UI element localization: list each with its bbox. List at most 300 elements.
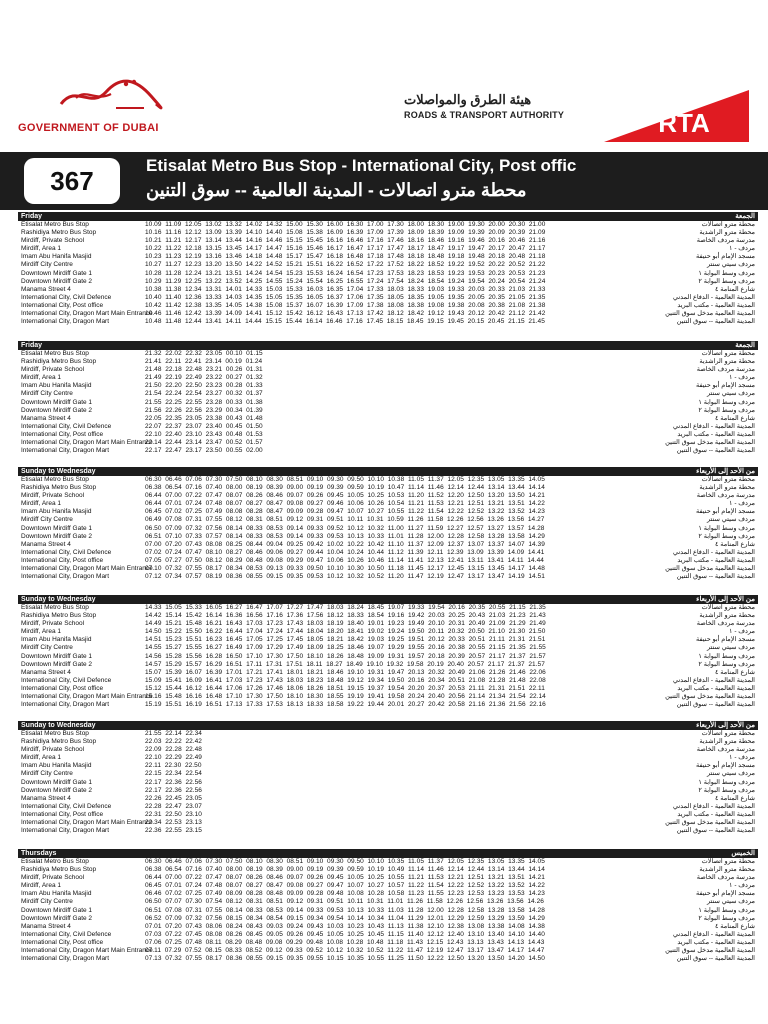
departure-times: 06.50 07.09 07.32 07.56 08.14 08.33 08.53 09.14 09.33 09.52 10.12 10.32 11.00 11.27 11.59 12.27 12.57 13.27 13.57 14.28 (145, 524, 545, 532)
stop-name-en: Mirdiff, Area 1 (21, 245, 61, 253)
stop-name-ar: مردف - ١ (729, 628, 755, 636)
stop-name-en: Imam Abu Hanifa Masjid (21, 890, 92, 898)
stop-row (18, 620, 758, 628)
stop-row (18, 701, 758, 709)
departure-times: 07.05 07.27 07.50 08.12 08.29 08.48 09.08 09.29 09.47 10.06 10.26 10.46 11.14 11.41 12.13 12.41 13.11 13.41 14.11 14.44 (145, 556, 544, 564)
stop-row (18, 604, 758, 612)
stop-name-en: International City, Dragon Mart Main Entrance (21, 565, 153, 573)
stop-name-en: International City, Civil Defence (21, 548, 112, 556)
departure-times: 22.10 22.40 23.10 23.43 00.48 01.53 (145, 430, 263, 438)
stop-name-ar: مردف وسط البوابة ٢ (698, 532, 755, 540)
departure-times: 10.28 11.28 12.24 13.21 13.51 14.24 14.54 15.23 15.53 16.24 16.54 17.23 17.53 18.23 18.53 19.23 19.53 20.23 20.53 21.23 (145, 269, 546, 277)
departure-times: 22.15 22.34 22.54 (145, 770, 202, 778)
stop-row (18, 653, 758, 661)
stop-name-en: Etisalat Metro Bus Stop (21, 476, 89, 483)
departure-times: 07.02 07.24 07.47 08.10 08.27 08.46 09.06 09.27 09.44 10.04 10.24 10.44 11.12 11.39 12.11 12.39 13.09 13.39 14.09 14.41 (145, 548, 545, 556)
stop-name-ar: مردف وسط البوابة ٢ (698, 406, 755, 414)
departure-times: 10.27 11.27 12.23 13.20 13.50 14.22 14.52 15.21 15.51 16.22 16.52 17.22 17.52 18.22 18.52 19.22 19.52 20.22 20.52 21.22 (145, 261, 546, 269)
section-label-ar: الجمعة (735, 213, 755, 220)
stop-name-en: Mirdiff, Private School (21, 874, 85, 882)
government-name: GOVERNMENT OF DUBAI (18, 122, 159, 134)
departure-times: 15.09 15.41 16.09 16.41 17.03 17.23 17.43 18.03 18.23 18.48 19.12 19.34 19.50 20.16 20.34 20.51 21.08 21.28 21.48 22.08 (145, 676, 546, 684)
stop-row (18, 738, 758, 746)
departure-times: 22.09 22.28 22.48 (145, 746, 202, 754)
stop-row (18, 492, 758, 500)
stop-name-ar: مردف سيتي سنتر (706, 644, 755, 652)
stop-name-ar: مدرسة مردف الخاصة (696, 746, 755, 754)
stop-row (18, 374, 758, 382)
departure-times: 14.56 15.28 15.56 16.28 16.50 17.10 17.30 17.50 18.10 18.26 18.48 19.09 19.31 19.57 20.18 20.39 20.57 21.17 21.37 21.57 (145, 652, 546, 660)
departure-times: 06.45 07.02 07.25 07.49 08.08 08.28 08.47 09.09 09.28 09.47 10.07 10.27 10.55 11.22 11.54 12.22 12.52 13.22 13.52 14.23 (145, 508, 545, 516)
stop-name-en: Downtown Mirdiff Gate 1 (21, 269, 93, 277)
stop-name-en: Etisalat Metro Bus Stop (21, 350, 89, 357)
stop-name-en: International City, Dragon Mart (21, 318, 110, 326)
stop-row (18, 931, 758, 939)
stop-name-en: Imam Abu Hanifa Masjid (21, 762, 92, 770)
stop-row (18, 661, 758, 669)
stop-name-en: International City, Dragon Mart Main Entrance (21, 693, 153, 701)
stop-name-ar: مدرسة مردف الخاصة (696, 366, 755, 374)
stop-row (18, 947, 758, 955)
stop-name-ar: المدينة العالمية - مكتب البريد (677, 810, 755, 818)
stop-name-ar: المدينة العالمية -- سوق التنين (676, 447, 755, 455)
departure-times: 22.26 22.45 23.05 (145, 794, 202, 802)
stop-name-en: Downtown Mirdiff Gate 1 (21, 398, 93, 406)
stop-row (18, 261, 758, 269)
stop-row (18, 907, 758, 915)
stop-name-en: Mirdiff City Centre (21, 770, 73, 778)
stop-row (18, 811, 758, 819)
stop-name-ar: مردف سيتي سنتر (706, 390, 755, 398)
departure-times: 21.32 22.02 22.32 23.05 00.10 01.15 (145, 350, 263, 357)
stop-name-ar: مدرسة مردف الخاصة (696, 237, 755, 245)
stop-name-ar: المدينة العالمية مدخل سوق التنين (665, 693, 755, 701)
departure-times: 07.00 07.20 07.43 08.08 08.25 08.44 09.04 09.25 09.42 10.02 10.22 10.42 11.10 11.37 12.09 12.37 13.07 13.37 14.07 14.39 (145, 540, 545, 548)
section-label-ar: من الأحد إلى الأربعاء (696, 722, 755, 729)
departure-times: 10.40 11.40 12.36 13.33 14.03 14.35 15.05 15.35 16.05 16.37 17.06 17.35 18.05 18.35 19.05 19.35 20.05 20.35 21.05 21.35 (145, 293, 546, 301)
departure-times: 22.11 22.30 22.50 (145, 762, 202, 770)
stop-row (18, 500, 758, 508)
departure-times: 22.05 22.35 23.05 23.38 00.43 01.48 (145, 414, 263, 422)
stop-name-en: International City, Dragon Mart (21, 827, 110, 835)
departure-times: 07.01 07.20 07.43 08.06 08.24 08.43 09.03 09.24 09.43 10.03 10.23 10.43 11.13 11.38 12.10 12.38 13.08 13.38 14.08 14.38 (145, 922, 545, 930)
stop-row (18, 508, 758, 516)
stop-name-en: International City, Civil Defence (21, 930, 112, 938)
stop-name-en: International City, Civil Defence (21, 802, 112, 810)
stop-name-en: International City, Dragon Mart Main Entrance (21, 439, 153, 447)
stop-row (18, 525, 758, 533)
stop-name-en: Imam Abu Hanifa Masjid (21, 382, 92, 390)
stop-name-ar: مردف وسط البوابة ١ (698, 269, 755, 277)
stop-name-ar: شارع المنامة ٤ (714, 414, 755, 422)
section-header (18, 341, 758, 350)
stop-row (18, 366, 758, 374)
stop-name-ar: محطة مترو اتصالات (701, 221, 755, 228)
stop-name-ar: مسجد الإمام أبو حنيفة (696, 253, 755, 261)
stop-name-en: International City, Dragon Mart Main Entrance (21, 947, 153, 955)
stop-name-en: Mirdiff City Centre (21, 516, 73, 524)
departure-times: 07.13 07.32 07.55 08.17 08.36 08.55 09.15 09.35 09.55 10.15 10.35 10.55 11.25 11.50 12.22 12.50 13.20 13.50 14.20 14.50 (145, 955, 545, 963)
stop-row (18, 253, 758, 261)
stop-name-en: Downtown Mirdiff Gate 1 (21, 906, 93, 914)
stop-name-en: Mirdiff City Centre (21, 898, 73, 906)
section-label-en: Sunday to Wednesday (21, 596, 96, 603)
section-label-en: Thursdays (21, 850, 57, 857)
rta-logo (584, 88, 754, 144)
stop-name-ar: شارع المنامة ٤ (714, 540, 755, 548)
stop-name-en: Manama Street 4 (21, 922, 71, 930)
stop-name-ar: المدينة العالمية مدخل سوق التنين (665, 439, 755, 447)
stop-name-en: International City, Post office (21, 556, 104, 564)
stop-name-en: International City, Dragon Mart (21, 573, 110, 581)
schedule-section (18, 341, 758, 455)
stop-row (18, 644, 758, 652)
stop-name-en: Etisalat Metro Bus Stop (21, 604, 89, 611)
section-label-ar: الجمعة (735, 342, 755, 349)
departure-times: 22.17 22.36 22.56 (145, 786, 202, 794)
stop-name-en: International City, Dragon Mart Main Entrance (21, 310, 153, 318)
stop-name-ar: مردف وسط البوابة ٢ (698, 660, 755, 668)
stop-row (18, 557, 758, 565)
stop-row (18, 399, 758, 407)
stop-row (18, 677, 758, 685)
stop-name-en: Mirdiff, Private School (21, 492, 85, 500)
stop-name-ar: شارع المنامة ٤ (714, 794, 755, 802)
departure-times: 21.49 22.19 22.49 23.22 00.27 01.32 (145, 374, 263, 382)
stop-name-ar: المدينة العالمية -- سوق التنين (676, 573, 755, 581)
stop-name-en: Mirdiff, Private School (21, 237, 85, 245)
stop-row (18, 423, 758, 431)
stop-name-en: Mirdiff, Area 1 (21, 374, 61, 382)
departure-times: 21.55 22.25 22.55 23.28 00.33 01.38 (145, 398, 263, 406)
section-header (18, 467, 758, 476)
stop-row (18, 770, 758, 778)
departure-times: 06.51 07.08 07.31 07.55 08.14 08.33 08.53 09.14 09.33 09.53 10.13 10.33 11.03 11.28 12.00 12.28 12.58 13.28 13.58 14.28 (145, 906, 545, 914)
section-label-ar: من الأحد إلى الأربعاء (696, 596, 755, 603)
departure-times: 22.07 22.37 23.07 23.40 00.45 01.50 (145, 422, 263, 430)
stop-row (18, 278, 758, 286)
departure-times: 10.21 11.21 12.17 13.14 13.44 14.16 14.46 15.15 15.45 16.16 16.46 17.16 17.46 18.16 18.46 19.16 19.46 20.16 20.46 21.16 (145, 237, 546, 245)
stop-name-ar: المدينة العالمية -- سوق التنين (676, 701, 755, 709)
stop-name-ar: مسجد الإمام أبو حنيفة (696, 890, 755, 898)
departure-times: 10.23 11.23 12.19 13.16 13.46 14.18 14.48 15.17 15.47 16.18 16.48 17.18 17.48 18.18 18.48 19.18 19.48 20.18 20.48 21.18 (145, 253, 546, 261)
stop-name-en: International City, Civil Defence (21, 676, 112, 684)
stop-name-en: International City, Post office (21, 938, 104, 946)
stop-name-ar: شارع المنامة ٤ (714, 668, 755, 676)
stop-row (18, 882, 758, 890)
stop-row (18, 407, 758, 415)
stop-name-en: Mirdiff City Centre (21, 261, 73, 269)
stop-name-ar: مسجد الإمام أبو حنيفة (696, 508, 755, 516)
stop-row (18, 318, 758, 326)
section-label-en: Sunday to Wednesday (21, 468, 96, 475)
stop-row (18, 270, 758, 278)
stop-row (18, 939, 758, 947)
stop-name-ar: مسجد الإمام أبو حنيفة (696, 382, 755, 390)
departure-times: 06.38 06.54 07.16 07.40 08.00 08.19 08.39 09.00 09.19 09.39 09.59 10.19 10.49 11.14 11.46 12.14 12.44 13.14 13.44 14.14 (145, 866, 545, 874)
stop-name-en: Downtown Mirdiff Gate 2 (21, 277, 93, 285)
stop-row (18, 476, 758, 484)
section-header (18, 721, 758, 730)
stop-name-ar: محطة مترو الراشدية (699, 484, 755, 492)
stop-row (18, 565, 758, 573)
stop-name-ar: المدينة العالمية مدخل سوق التنين (665, 310, 755, 318)
stop-name-en: Manama Street 4 (21, 414, 71, 422)
stop-name-ar: مردف وسط البوابة ١ (698, 652, 755, 660)
stop-row (18, 302, 758, 310)
departure-times: 06.38 06.54 07.16 07.40 08.00 08.19 08.39 09.00 09.19 09.39 09.59 10.19 10.47 11.14 11.46 12.14 12.44 13.14 13.44 14.14 (145, 484, 545, 492)
departure-times: 21.41 22.11 22.41 23.14 00.19 01.24 (145, 358, 263, 366)
stop-name-en: Rashidiya Metro Bus Stop (21, 358, 97, 366)
departure-times: 14.51 15.23 15.51 16.23 16.45 17.05 17.25 17.45 18.05 18.21 18.42 19.03 19.25 19.51 20.12 20.33 20.51 21.11 21.31 21.51 (145, 636, 546, 644)
departure-times: 21.54 22.24 22.54 23.27 00.32 01.37 (145, 390, 263, 398)
stop-name-ar: مردف وسط البوابة ١ (698, 524, 755, 532)
departure-times: 06.51 07.10 07.33 07.57 08.14 08.33 08.53 09.14 09.33 09.53 10.13 10.33 11.01 11.28 12.00 12.28 12.58 13.28 13.58 14.29 (145, 532, 545, 540)
departure-times: 06.49 07.08 07.31 07.55 08.12 08.31 08.51 09.12 09.31 09.51 10.11 10.31 10.59 11.26 11.58 12.26 12.56 13.26 13.56 14.27 (145, 516, 545, 524)
stop-row (18, 779, 758, 787)
stop-row (18, 294, 758, 302)
rta-english-name: ROADS & TRANSPORT AUTHORITY (404, 110, 565, 120)
stop-name-ar: محطة مترو الراشدية (699, 866, 755, 874)
stop-row (18, 866, 758, 874)
stop-name-en: International City, Civil Defence (21, 293, 112, 301)
stop-row (18, 310, 758, 318)
stop-row (18, 819, 758, 827)
stop-name-en: Etisalat Metro Bus Stop (21, 730, 89, 737)
stop-row (18, 431, 758, 439)
departure-times: 21.48 22.18 22.48 23.21 00.26 01.31 (145, 366, 263, 374)
stop-row (18, 541, 758, 549)
stop-name-en: Manama Street 4 (21, 794, 71, 802)
departure-times: 14.49 15.21 15.48 16.21 16.43 17.03 17.23 17.43 18.03 18.19 18.40 19.01 19.23 19.49 20.10 20.31 20.49 21.09 21.29 21.49 (145, 620, 546, 628)
stop-row (18, 754, 758, 762)
stop-name-ar: المدينة العالمية - مكتب البريد (677, 301, 755, 309)
stop-name-ar: مردف - ١ (729, 754, 755, 762)
stop-row (18, 628, 758, 636)
stop-row (18, 533, 758, 541)
schedule-section (18, 212, 758, 326)
stop-name-ar: مردف وسط البوابة ٢ (698, 786, 755, 794)
stop-name-ar: المدينة العالمية - مكتب البريد (677, 684, 755, 692)
schedule-section (18, 849, 758, 963)
stop-name-en: International City, Post office (21, 301, 104, 309)
stop-name-ar: المدينة العالمية - الدفاع المدني (672, 930, 755, 938)
departure-times: 10.38 11.38 12.34 13.31 14.01 14.33 15.03 15.33 16.03 16.35 17.04 17.33 18.03 18.33 19.03 19.33 20.03 20.33 21.03 21.33 (145, 285, 546, 293)
departure-times: 22.03 22.22 22.42 (145, 738, 202, 746)
route-number: 367 (24, 158, 120, 204)
stop-name-ar: شارع المنامة ٤ (714, 285, 755, 293)
stop-name-en: Mirdiff, Area 1 (21, 500, 61, 508)
stop-name-ar: مردف سيتي سنتر (706, 898, 755, 906)
stop-row (18, 415, 758, 423)
route-title-arabic: محطة مترو اتصالات - المدينة العالمية -- سوق التنين (146, 180, 527, 200)
departure-times: 07.10 07.32 07.55 08.17 08.34 08.53 09.13 09.33 09.50 10.10 10.30 10.50 11.18 11.45 12.17 12.45 13.15 13.45 14.17 14.48 (145, 565, 545, 573)
stop-row (18, 549, 758, 557)
stop-name-en: Rashidiya Metro Bus Stop (21, 738, 97, 746)
section-header (18, 595, 758, 604)
stop-row (18, 898, 758, 906)
stop-row (18, 762, 758, 770)
stop-name-en: Manama Street 4 (21, 668, 71, 676)
departure-times: 06.45 07.01 07.24 07.48 08.07 08.27 08.47 09.08 09.27 09.47 10.07 10.27 10.57 11.22 11.54 12.22 12.52 13.22 13.52 14.22 (145, 882, 545, 890)
stop-name-ar: مردف سيتي سنتر (706, 261, 755, 269)
stop-name-ar: المدينة العالمية - الدفاع المدني (672, 293, 755, 301)
stop-row (18, 350, 758, 358)
stop-name-en: Mirdiff, Private School (21, 366, 85, 374)
stop-row (18, 612, 758, 620)
departure-times: 14.42 15.14 15.42 16.14 16.36 16.56 17.16 17.36 17.56 18.12 18.33 18.54 19.16 19.42 20.03 20.25 20.43 21.03 21.23 21.43 (145, 612, 546, 620)
stop-name-ar: مسجد الإمام أبو حنيفة (696, 636, 755, 644)
stop-row (18, 573, 758, 581)
departure-times: 22.31 22.50 23.10 (145, 810, 202, 818)
stop-name-en: Etisalat Metro Bus Stop (21, 221, 89, 228)
stop-name-ar: المدينة العالمية - الدفاع المدني (672, 422, 755, 430)
stop-row (18, 447, 758, 455)
stop-name-en: Mirdiff, Area 1 (21, 882, 61, 890)
departure-times: 14.33 15.05 15.33 16.05 16.27 16.47 17.07 17.27 17.47 18.03 18.24 18.45 19.07 19.33 19.54 20.16 20.35 20.55 21.15 21.35 (145, 604, 546, 611)
stop-name-ar: المدينة العالمية - الدفاع المدني (672, 802, 755, 810)
stop-row (18, 693, 758, 701)
stop-name-en: Mirdiff, Area 1 (21, 628, 61, 636)
stop-row (18, 439, 758, 447)
stop-name-en: International City, Dragon Mart Main Entrance (21, 819, 153, 827)
departure-times: 07.03 07.22 07.45 08.08 08.26 08.45 09.05 09.26 09.45 10.05 10.25 10.45 11.15 11.40 12.12 12.40 13.10 13.40 14.10 14.40 (145, 930, 545, 938)
departure-times: 15.07 15.39 16.07 16.39 17.01 17.21 17.41 18.01 18.21 18.46 19.10 19.31 19.47 20.13 20.32 20.49 21.06 21.26 21.46 22.06 (145, 668, 546, 676)
stop-row (18, 636, 758, 644)
departure-times: 10.16 11.16 12.12 13.09 13.39 14.10 14.40 15.08 15.38 16.09 16.39 17.09 17.39 18.09 18.39 19.09 19.39 20.09 20.39 21.09 (145, 229, 546, 237)
departure-times: 10.48 11.48 12.44 13.41 14.11 14.44 15.15 15.44 16.14 16.46 17.16 17.45 18.15 18.45 19.15 19.45 20.15 20.45 21.15 21.45 (145, 318, 545, 326)
departure-times: 06.44 07.00 07.22 07.47 08.07 08.26 08.46 09.07 09.26 09.45 10.05 10.25 10.53 11.20 11.52 12.20 12.50 13.20 13.50 14.21 (145, 492, 545, 500)
section-header (18, 849, 758, 858)
departure-times: 21.50 22.20 22.50 23.23 00.28 01.33 (145, 382, 263, 390)
stop-name-ar: مردف وسط البوابة ٢ (698, 914, 755, 922)
stop-row (18, 803, 758, 811)
departure-times: 22.10 22.29 22.49 (145, 754, 202, 762)
stop-name-ar: محطة مترو الراشدية (699, 358, 755, 366)
departure-times: 15.19 15.51 16.19 16.51 17.13 17.33 17.53 18.13 18.33 18.58 19.22 19.44 20.01 20.27 20.42 20.58 21.16 21.36 21.56 22.16 (145, 701, 546, 709)
departure-times: 14.55 15.27 15.55 16.27 16.49 17.09 17.29 17.49 18.09 18.25 18.46 19.07 19.29 19.55 20.16 20.38 20.55 21.15 21.35 21.55 (145, 644, 546, 652)
schedule-section (18, 595, 758, 709)
stop-row (18, 229, 758, 237)
section-label-en: Sunday to Wednesday (21, 722, 96, 729)
section-header (18, 212, 758, 221)
stop-row (18, 890, 758, 898)
departure-times: 15.16 15.48 16.16 16.48 17.10 17.30 17.50 18.10 18.30 18.55 19.19 19.41 19.58 20.24 20.40 20.56 21.14 21.34 21.54 22.14 (145, 693, 546, 701)
stop-name-ar: محطة مترو اتصالات (701, 476, 755, 483)
stop-name-en: Manama Street 4 (21, 285, 71, 293)
stop-name-ar: محطة مترو اتصالات (701, 858, 755, 865)
stop-name-ar: مردف سيتي سنتر (706, 770, 755, 778)
stop-name-en: Imam Abu Hanifa Masjid (21, 636, 92, 644)
stop-name-ar: المدينة العالمية - مكتب البريد (677, 556, 755, 564)
stop-name-ar: محطة مترو اتصالات (701, 604, 755, 611)
stop-name-en: Mirdiff, Private School (21, 620, 85, 628)
rta-arabic-name: هيئة الطرق والمواصلات (404, 92, 532, 107)
stop-row (18, 827, 758, 835)
departure-times: 07.11 07.29 07.52 08.15 08.33 08.52 09.12 09.33 09.52 10.12 10.32 10.52 11.22 11.47 12.19 12.47 13.17 13.47 14.17 14.47 (145, 947, 545, 955)
stop-name-en: Downtown Mirdiff Gate 2 (21, 660, 93, 668)
stop-name-en: Downtown Mirdiff Gate 1 (21, 778, 93, 786)
stop-row (18, 955, 758, 963)
departure-times: 22.34 22.53 23.13 (145, 819, 202, 827)
stop-name-ar: المدينة العالمية - الدفاع المدني (672, 548, 755, 556)
schedule-section (18, 721, 758, 835)
rta-logo-text: RTA (658, 108, 710, 138)
stop-name-en: Mirdiff City Centre (21, 644, 73, 652)
stop-name-en: Imam Abu Hanifa Masjid (21, 253, 92, 261)
stop-name-en: Downtown Mirdiff Gate 2 (21, 786, 93, 794)
stop-name-ar: مدرسة مردف الخاصة (696, 620, 755, 628)
departure-times: 10.09 11.09 12.05 13.02 13.32 14.02 14.32 15.00 15.30 16.00 16.30 17.00 17.30 18.00 18.30 19.00 19.30 20.00 20.30 21.00 (145, 221, 546, 228)
departure-times: 06.46 07.02 07.25 07.49 08.09 08.28 08.48 09.09 09.28 09.48 10.08 10.28 10.58 11.23 11.55 12.23 12.53 13.23 13.53 14.23 (145, 890, 545, 898)
stop-name-en: International City, Dragon Mart (21, 955, 110, 963)
departure-times: 10.46 11.46 12.42 13.39 14.09 14.41 15.12 15.42 16.12 16.43 17.13 17.42 18.12 18.42 19.12 19.43 20.12 20.42 21.12 21.42 (145, 310, 546, 318)
stop-name-en: Downtown Mirdiff Gate 2 (21, 532, 93, 540)
stop-row (18, 685, 758, 693)
stop-name-en: Mirdiff City Centre (21, 390, 73, 398)
stop-name-ar: مردف وسط البوابة ١ (698, 906, 755, 914)
section-label-en: Friday (21, 342, 43, 349)
dubai-calligraphy-icon (56, 74, 166, 114)
stop-name-en: International City, Post office (21, 684, 104, 692)
stop-name-en: Manama Street 4 (21, 540, 71, 548)
departure-times: 22.17 22.36 22.56 (145, 778, 202, 786)
stop-name-en: Downtown Mirdiff Gate 1 (21, 652, 93, 660)
stop-row (18, 858, 758, 866)
stop-name-ar: مردف وسط البوابة ١ (698, 398, 755, 406)
stop-name-ar: محطة مترو اتصالات (701, 350, 755, 357)
stop-name-en: Etisalat Metro Bus Stop (21, 858, 89, 865)
stop-name-ar: المدينة العالمية مدخل سوق التنين (665, 565, 755, 573)
route-title-english: Etisalat Metro Bus Stop - International City, Post offic (146, 156, 577, 175)
stop-row (18, 484, 758, 492)
stop-name-ar: مدرسة مردف الخاصة (696, 874, 755, 882)
section-label-en: Friday (21, 213, 43, 220)
stop-name-ar: محطة مترو الراشدية (699, 738, 755, 746)
stop-row (18, 286, 758, 294)
departure-times: 10.29 11.29 12.25 13.22 13.52 14.25 14.55 15.24 15.54 16.25 16.55 17.24 17.54 18.24 18.54 19.24 19.54 20.24 20.54 21.24 (145, 277, 546, 285)
stop-name-ar: محطة مترو اتصالات (701, 730, 755, 737)
stop-name-ar: المدينة العالمية - مكتب البريد (677, 938, 755, 946)
section-label-ar: من الأحد إلى الأربعاء (696, 468, 755, 475)
stop-name-en: Mirdiff, Area 1 (21, 754, 61, 762)
stop-name-en: Rashidiya Metro Bus Stop (21, 484, 97, 492)
stop-name-en: International City, Dragon Mart (21, 701, 110, 709)
stop-name-ar: مردف وسط البوابة ٢ (698, 277, 755, 285)
stop-row (18, 915, 758, 923)
departure-times: 06.30 06.46 07.06 07.30 07.50 08.10 08.30 08.51 09.10 09.30 09.50 10.10 10.38 11.05 11.37 12.05 12.35 13.05 13.35 14.05 (145, 476, 545, 483)
departure-times: 22.17 22.47 23.17 23.50 00.55 02.00 (145, 447, 263, 455)
departure-times: 14.50 15.22 15.50 16.22 16.44 17.04 17.24 17.44 18.04 18.20 18.41 19.02 19.24 19.50 20.11 20.32 20.50 21.10 21.30 21.50 (145, 628, 546, 636)
stop-name-en: Downtown Mirdiff Gate 2 (21, 914, 93, 922)
departure-times: 06.52 07.09 07.32 07.56 08.15 08.34 08.54 09.15 09.34 09.54 10.14 10.34 11.04 11.29 12.01 12.29 12.59 13.29 13.59 14.29 (145, 914, 545, 922)
stop-name-ar: مدرسة مردف الخاصة (696, 492, 755, 500)
stop-name-ar: المدينة العالمية -- سوق التنين (676, 318, 755, 326)
stop-name-en: International City, Post office (21, 810, 104, 818)
schedule-section (18, 467, 758, 581)
stop-name-ar: المدينة العالمية - مكتب البريد (677, 430, 755, 438)
stop-name-ar: مردف - ١ (729, 882, 755, 890)
stop-name-ar: المدينة العالمية -- سوق التنين (676, 827, 755, 835)
stop-row (18, 358, 758, 366)
stop-name-en: Rashidiya Metro Bus Stop (21, 866, 97, 874)
departure-times: 06.44 07.01 07.24 07.48 08.07 08.27 08.47 09.08 09.27 09.46 10.06 10.26 10.54 11.21 11.53 12.21 12.51 13.21 13.51 14.22 (145, 500, 545, 508)
departure-times: 21.56 22.26 22.56 23.29 00.34 01.39 (145, 406, 263, 414)
stop-row (18, 730, 758, 738)
stop-row (18, 516, 758, 524)
stop-name-en: Imam Abu Hanifa Masjid (21, 508, 92, 516)
stop-name-ar: مردف سيتي سنتر (706, 516, 755, 524)
